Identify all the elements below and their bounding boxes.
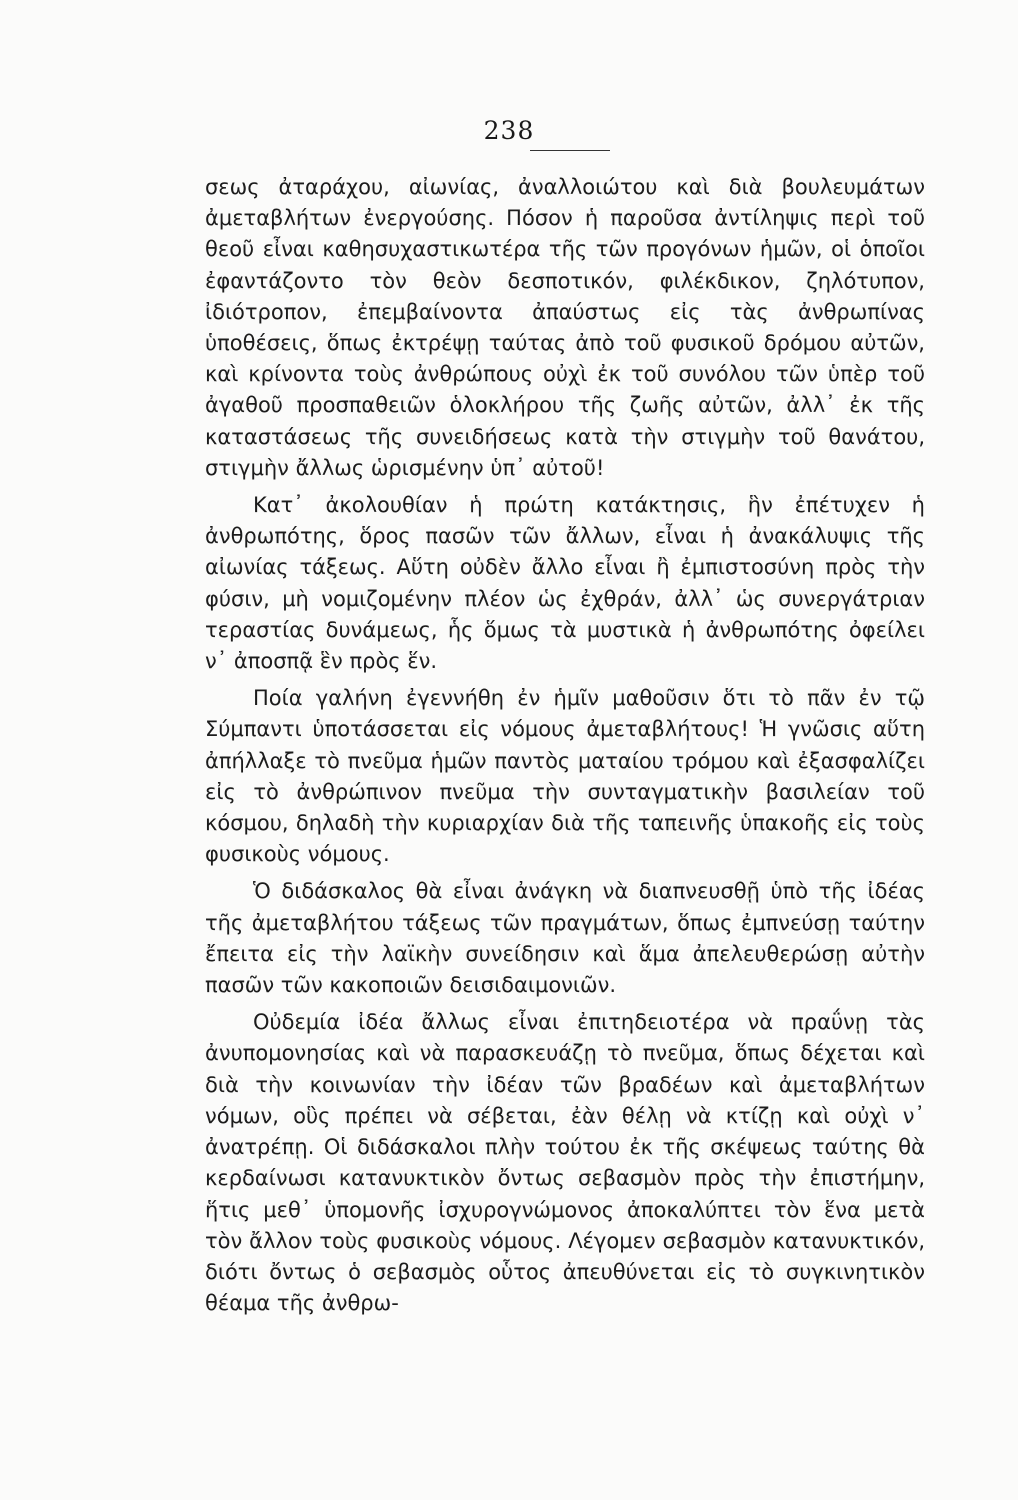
paragraph: Κατ᾽ ἀκολουθίαν ἡ πρώτη κατάκτησις, ἣν ἐπέτυχεν ἡ ἀνθρωπότης, ὅρος πασῶν τῶν ἄλλων, εἶναι ἡ ἀνακάλυψις τῆς αἰωνίας τάξεως. Αὕτη οὐδὲν ἄλλο εἶναι ἢ ἐμπιστοσύνη πρὸς τὴν φύσιν, μὴ νομιζομένην πλέον ὡς ἐχθράν, ἀλλ᾽ ὡς συνεργάτριαν τεραστίας δυνάμεως, ἧς ὅμως τὰ μυστικὰ ἡ ἀνθρωπότης ὀφείλει ν᾽ ἀποσπᾷ ἓν πρὸς ἕν. [205, 493, 925, 674]
header-rule [530, 150, 610, 151]
paragraph-continuation: σεως ἀταράχου, αἰωνίας, ἀναλλοιώτου καὶ διὰ βουλευμάτων ἀμεταβλήτων ἐνεργούσης. Πόσον ἡ παροῦσα ἀντίληψις περὶ τοῦ θεοῦ εἶναι καθησυχαστικωτέρα τῆς τῶν προγόνων ἡμῶν, οἱ ὁποῖοι ἐφαντάζοντο τὸν θεὸν δεσποτικόν, φιλέκδικον, ζηλότυπον, ἰδιότροπον, ἐπεμβαίνοντα ἀπαύστως εἰς τὰς ἀνθρωπίνας ὑποθέσεις, ὅπως ἐκτρέψῃ ταύτας ἀπὸ τοῦ φυσικοῦ δρόμου αὐτῶν, καὶ κρίνοντα τοὺς ἀνθρώπους οὐχὶ ἐκ τοῦ συνόλου τῶν ὑπὲρ τοῦ ἀγαθοῦ προσπαθειῶν ὁλοκλήρου τῆς ζωῆς αὐτῶν, ἀλλ᾽ ἐκ τῆς καταστάσεως τῆς συνειδήσεως κατὰ τὴν στιγμὴν τοῦ θανάτου, στιγμὴν ἄλλως ὡρισμένην ὑπ᾽ αὐτοῦ! [205, 175, 925, 480]
page-number: 238 [483, 116, 535, 145]
paragraph: Ὁ διδάσκαλος θὰ εἶναι ἀνάγκη νὰ διαπνευσθῇ ὑπὸ τῆς ἰδέας τῆς ἀμεταβλήτου τάξεως τῶν πραγμάτων, ὅπως ἐμπνεύσῃ ταύτην ἔπειτα εἰς τὴν λαϊκὴν συνείδησιν καὶ ἅμα ἀπελευθερώσῃ αὐτὴν πασῶν τῶν κακοποιῶν δεισιδαιμονιῶν. [205, 879, 925, 998]
paragraph: Οὐδεμία ἰδέα ἄλλως εἶναι ἐπιτηδειοτέρα νὰ πραΰνῃ τὰς ἀνυπομονησίας καὶ νὰ παρασκευάζῃ τὸ πνεῦμα, ὅπως δέχεται καὶ διὰ τὴν κοινωνίαν τὴν ἰδέαν τῶν βραδέων καὶ ἀμεταβλήτων νόμων, οὓς πρέπει νὰ σέβεται, ἐὰν θέλῃ νὰ κτίζῃ καὶ οὐχὶ ν᾽ ἀνατρέπῃ. Οἱ διδάσκαλοι πλὴν τούτου ἐκ τῆς σκέψεως ταύτης θὰ κερδαίνωσι κατανυκτικὸν ὄντως σεβασμὸν πρὸς τὴν ἐπιστήμην, ἥτις μεθ᾽ ὑπομονῆς ἰσχυρογνώμονος ἀποκαλύπτει τὸν ἕνα μετὰ τὸν ἄλλον τοὺς φυσικοὺς νόμους. Λέγομεν σεβασμὸν κατανυκτικόν, διότι ὄντως ὁ σεβασμὸς οὗτος ἀπευθύνεται εἰς τὸ συγκινητικὸν θέαμα τῆς ἀνθρω- [205, 1010, 925, 1316]
body-text [205, 172, 925, 1319]
paragraph: Ποία γαλήνη ἐγεννήθη ἐν ἡμῖν μαθοῦσιν ὅτι τὸ πᾶν ἐν τῷ Σύμπαντι ὑποτάσσεται εἰς νόμους ἀμεταβλήτους! Ἡ γνῶσις αὕτη ἀπήλλαξε τὸ πνεῦμα ἡμῶν παντὸς ματαίου τρόμου καὶ ἐξασφαλίζει εἰς τὸ ἀνθρώπινον πνεῦμα τὴν συνταγματικὴν βασιλείαν τοῦ κόσμου, δηλαδὴ τὴν κυριαρχίαν διὰ τῆς ταπεινῆς ὑπακοῆς εἰς τοὺς φυσικοὺς νόμους. [205, 686, 925, 867]
